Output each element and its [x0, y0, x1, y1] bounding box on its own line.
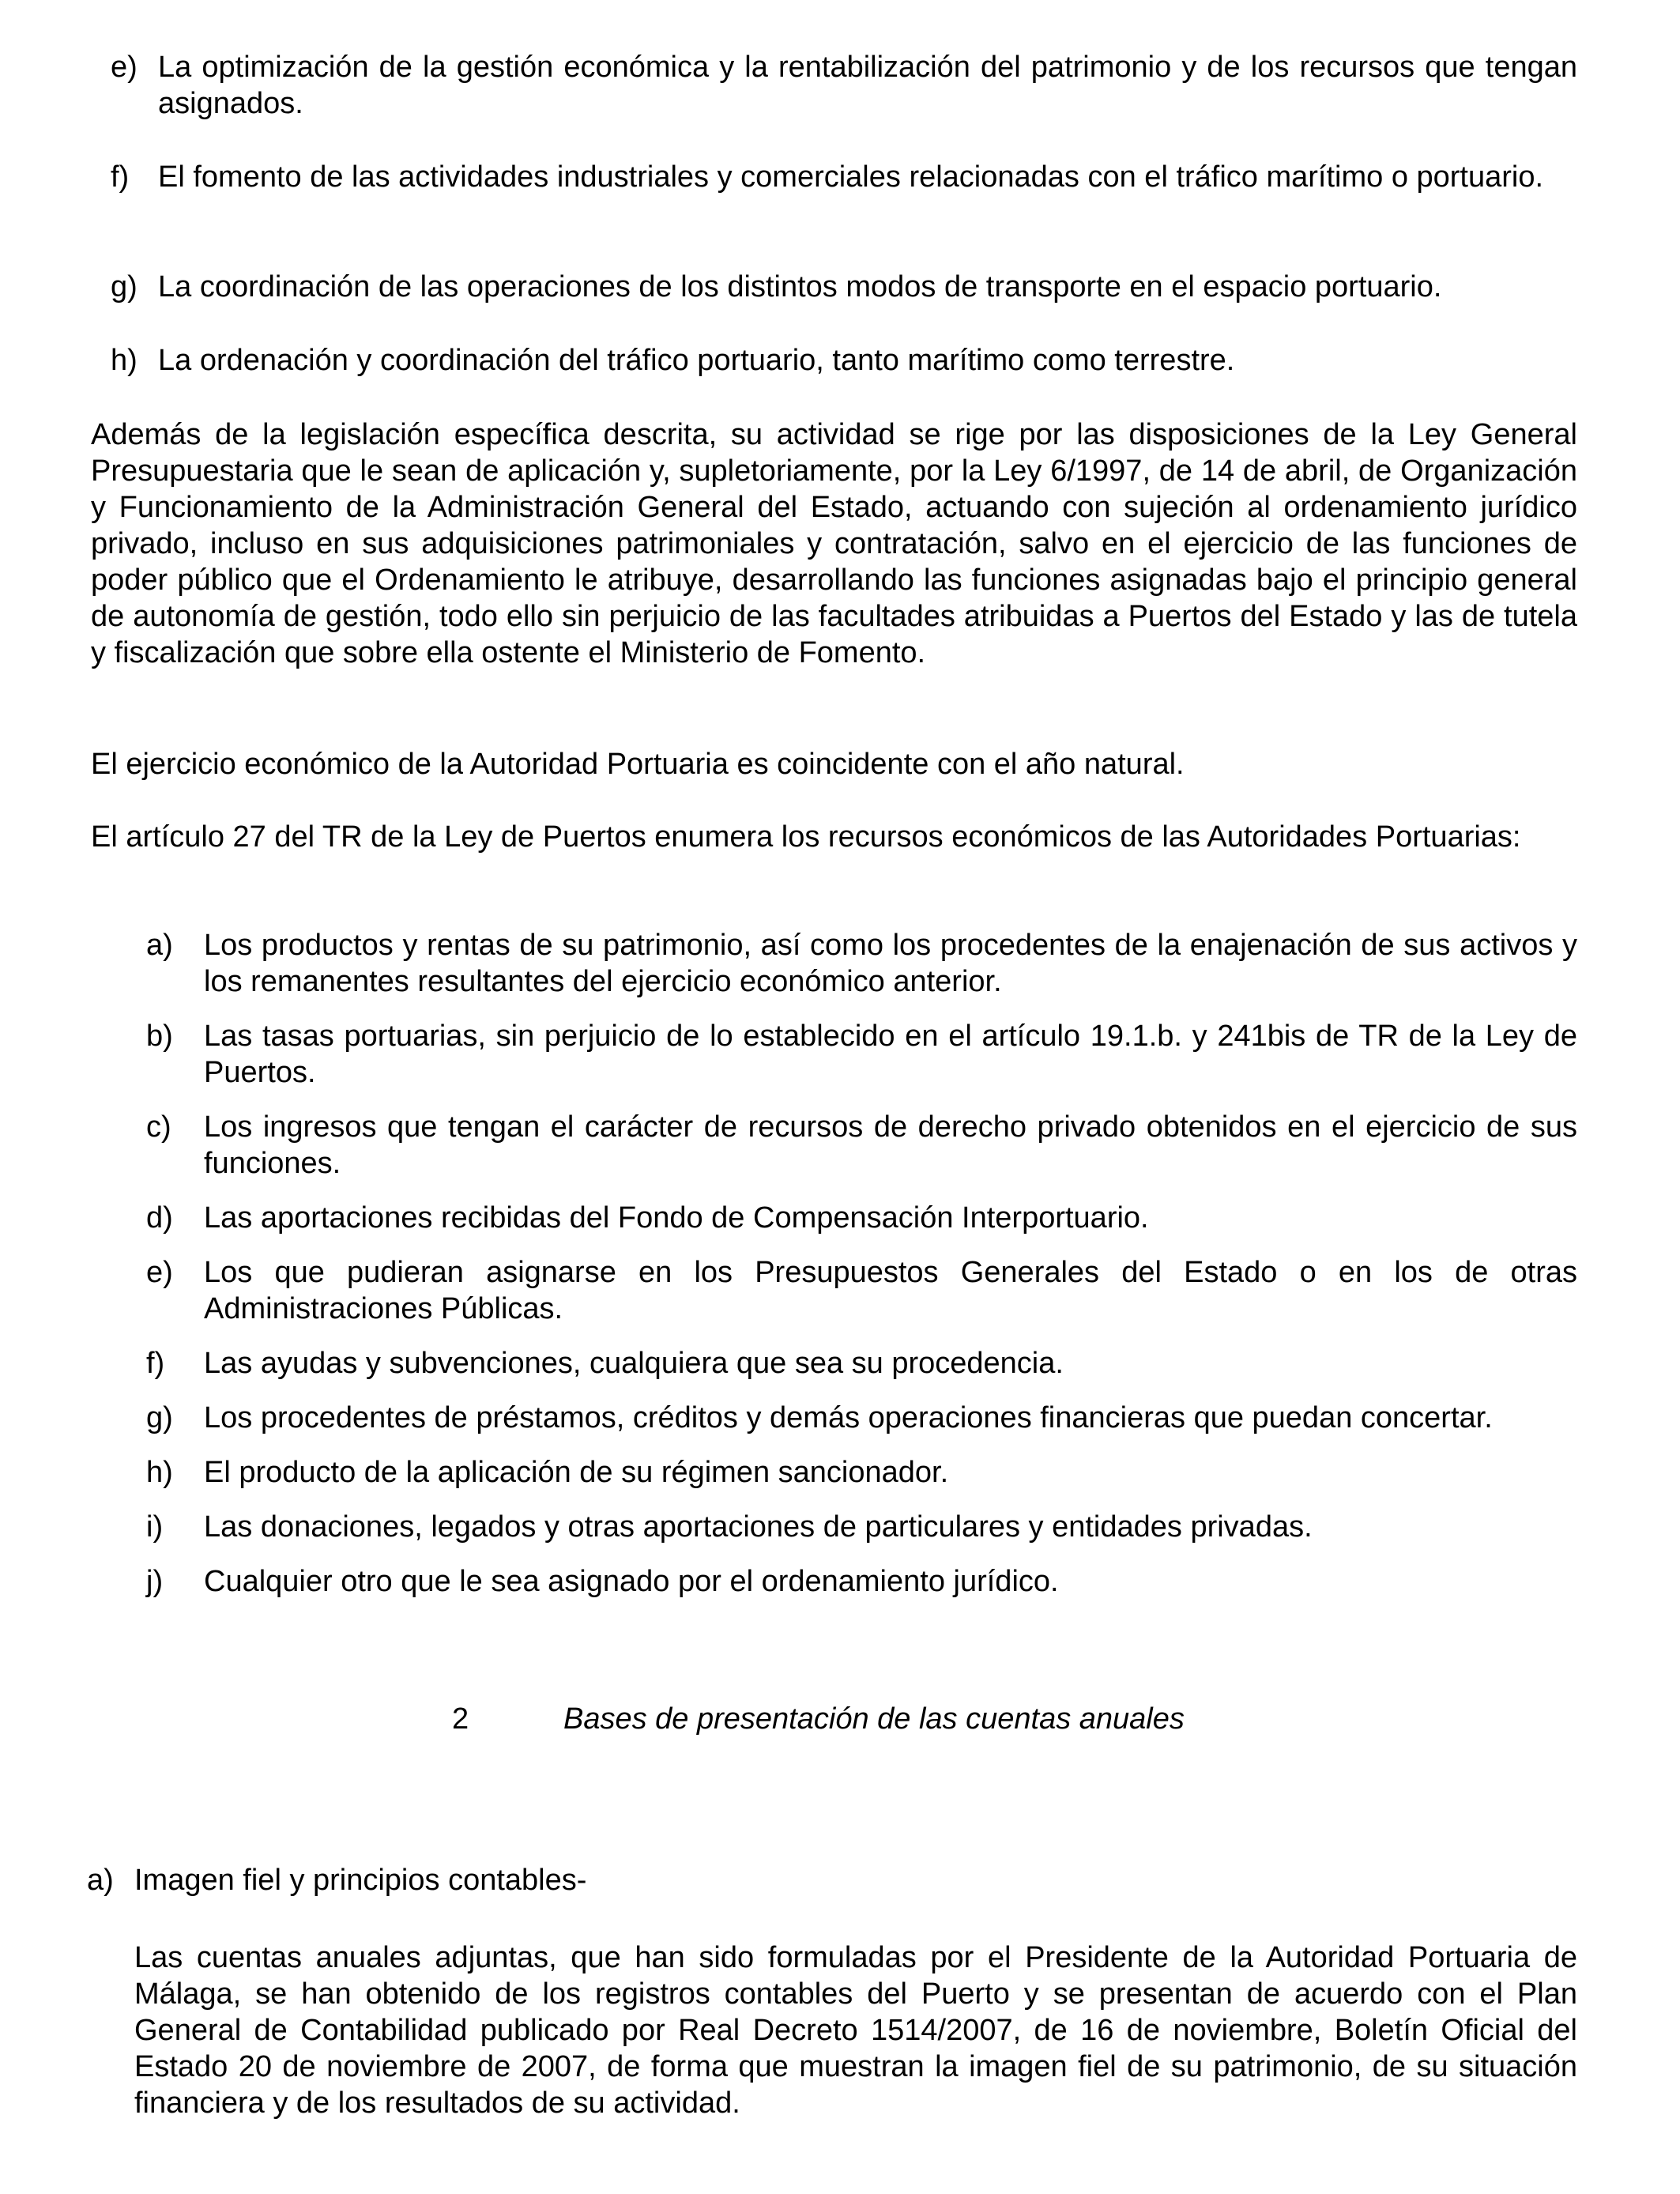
list-marker: e): [146, 1256, 173, 1289]
list-marker: h): [111, 344, 137, 377]
paragraph-fiscal-year: El ejercicio económico de la Autoridad Portuaria es coincidente con el año natural.: [91, 748, 1185, 781]
list-text: Las ayudas y subvenciones, cualquiera que sea su procedencia.: [204, 1347, 1064, 1380]
list-item: [146, 1509, 1577, 1545]
subsection-heading: [87, 1862, 586, 1898]
list-text: La optimización de la gestión económica y la rentabilización del patrimonio y de los recursos que tengan asignados.: [158, 51, 1577, 120]
list-text: Los procedentes de préstamos, créditos y demás operaciones financieras que puedan concertar.: [204, 1401, 1493, 1434]
list-item: [146, 1563, 1577, 1600]
section-heading: [0, 1701, 1680, 1737]
list-marker: g): [111, 270, 137, 303]
list-marker: g): [146, 1401, 173, 1434]
list-text: Los productos y rentas de su patrimonio, así como los procedentes de la enajenación de sus activos y los remanentes resultantes del ejercicio económico anterior.: [204, 929, 1577, 998]
list-marker: c): [146, 1110, 171, 1144]
list-item: [111, 342, 1577, 379]
list-text: El fomento de las actividades industriales y comerciales relacionadas con el tráfico marítimo o portuario.: [158, 160, 1544, 194]
list-text: La ordenación y coordinación del tráfico portuario, tanto marítimo como terrestre.: [158, 344, 1235, 377]
list-item: [111, 159, 1577, 195]
list-item: [146, 1254, 1577, 1327]
list-marker: f): [111, 160, 130, 194]
list-marker: f): [146, 1347, 165, 1380]
list-text: Las aportaciones recibidas del Fondo de Compensación Interportuario.: [204, 1201, 1149, 1235]
list-item: [146, 1018, 1577, 1091]
paragraph-annual-accounts: Las cuentas anuales adjuntas, que han sido formuladas por el Presidente de la Autoridad Portuaria de Málaga, se han obtenido de los registros contables del Puerto y se presentan de acuerdo con el Plan General de Contabilidad publicado por Real Decreto 1514/2007, de 16 de noviembre, Boletín Oficial del Estado 20 de noviembre de 2007, de forma que muestran la imagen fiel de su patrimonio, de su situación financiera y de los resultados de su actividad.: [134, 1941, 1577, 2120]
list-item: [146, 1200, 1577, 1236]
list-item: [146, 927, 1577, 1000]
section-title: Bases de presentación de las cuentas anuales: [563, 1702, 1185, 1736]
list-text: Los ingresos que tengan el carácter de recursos de derecho privado obtenidos en el ejercicio de sus funciones.: [204, 1110, 1577, 1180]
list-item: [146, 1345, 1577, 1382]
list-item: [146, 1454, 1577, 1491]
list-item: [111, 49, 1577, 122]
list-marker: a): [146, 929, 173, 962]
list-text: Las donaciones, legados y otras aportaciones de particulares y entidades privadas.: [204, 1510, 1313, 1544]
list-text: El producto de la aplicación de su régimen sancionador.: [204, 1456, 949, 1489]
subsection-marker: a): [87, 1864, 114, 1897]
list-item: [111, 269, 1577, 305]
list-marker: i): [146, 1510, 164, 1544]
list-marker: b): [146, 1020, 173, 1053]
list-item: [146, 1400, 1577, 1436]
subsection-title: Imagen fiel y principios contables-: [134, 1864, 587, 1897]
list-text: La coordinación de las operaciones de los distintos modos de transporte en el espacio portuario.: [158, 270, 1442, 303]
paragraph-legislation: Además de la legislación específica descrita, su actividad se rige por las disposiciones de la Ley General Presupuestaria que le sean de aplicación y, supletoriamente, por la Ley 6/1997, de 14 de abril, de Organización y Funcionamiento de la Administración General del Estado, actuando con sujeción al ordenamiento jurídico privado, incluso en sus adquisiciones patrimoniales y contratación, salvo en el ejercicio de las funciones de poder público que el Ordenamiento le atribuye, desarrollando las funciones asignadas bajo el principio general de autonomía de gestión, todo ello sin perjuicio de las facultades atribuidas a Puertos del Estado y las de tutela y fiscalización que sobre ella ostente el Ministerio de Fomento.: [91, 418, 1577, 669]
list-marker: j): [146, 1565, 164, 1598]
paragraph-article-27: El artículo 27 del TR de la Ley de Puertos enumera los recursos económicos de las Autoridades Portuarias:: [91, 820, 1521, 854]
list-marker: h): [146, 1456, 173, 1489]
list-text: Cualquier otro que le sea asignado por el ordenamiento jurídico.: [204, 1565, 1059, 1598]
list-item: [146, 1109, 1577, 1182]
list-marker: d): [146, 1201, 173, 1235]
list-marker: e): [111, 51, 137, 84]
section-number: 2: [452, 1702, 469, 1736]
list-text: Los que pudieran asignarse en los Presupuestos Generales del Estado o en los de otras Administraciones Públicas.: [204, 1256, 1577, 1325]
list-text: Las tasas portuarias, sin perjuicio de lo establecido en el artículo 19.1.b. y 241bis de TR de la Ley de Puertos.: [204, 1020, 1577, 1089]
